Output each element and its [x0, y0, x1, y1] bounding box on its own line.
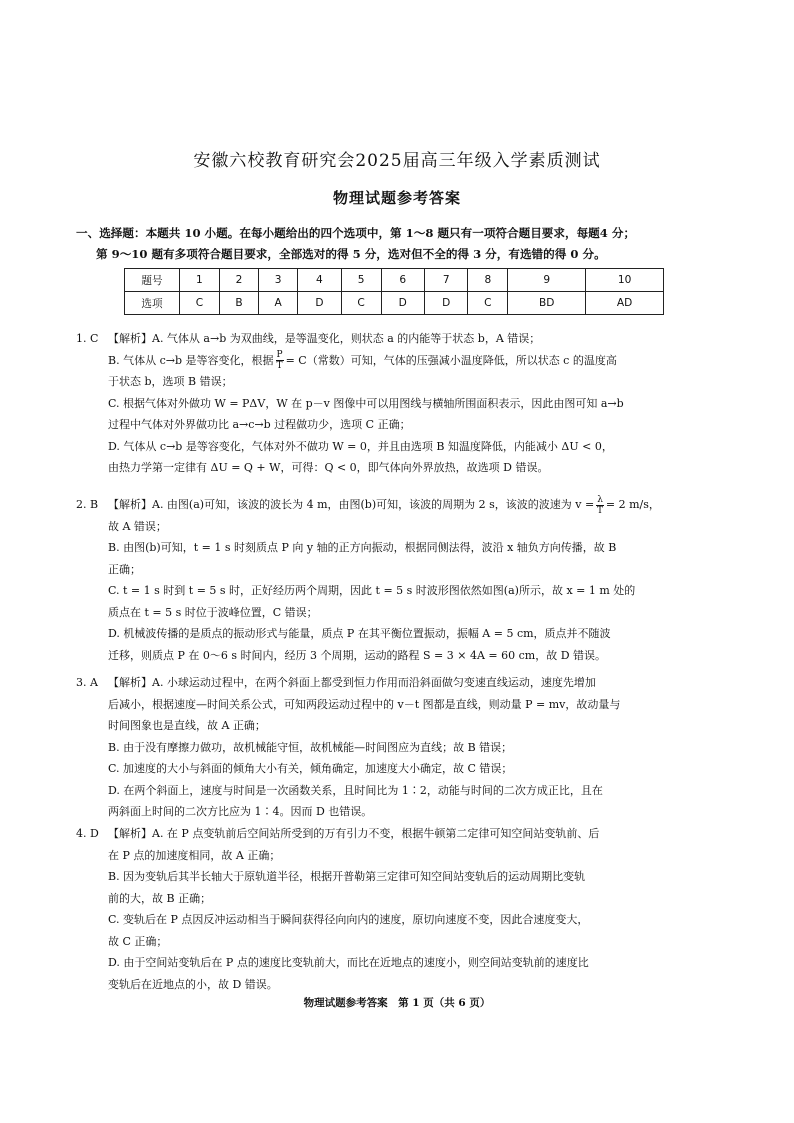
table-cell-number: 1 — [180, 269, 220, 292]
answer-table-row-answers — [125, 292, 664, 315]
answer-table-row-numbers — [125, 269, 664, 292]
table-cell-answer: B — [219, 292, 258, 315]
explanation-text: 【解析】A. 由图(a)可知，该波的波长为 4 m，由图(b)可知，该波的周期为 2 s，该波的波速为 v = — [108, 498, 595, 511]
question-number: 1. C — [76, 332, 99, 345]
question-number: 3. A — [76, 676, 98, 689]
fraction-lambda-over-t — [596, 495, 604, 516]
section-line-2: 第 9～10 题有多项符合题目要求，全部选对的得 5 分，选对但不全的得 3 分，有选错的得 0 分。 — [96, 247, 606, 261]
explanation-line: D. 机械波传播的是质点的振动形式与能量，质点 P 在其平衡位置振动，振幅 A = 5 cm，质点并不随波 — [108, 627, 611, 640]
table-header-number: 题号 — [125, 269, 180, 292]
table-cell-number: 4 — [298, 269, 341, 292]
question-number: 2. B — [76, 498, 99, 511]
question-2 — [76, 494, 716, 666]
explanation-line: 故 C 正确； — [108, 934, 168, 948]
explanation-line: 后减小，根据速度—时间关系公式，可知两段运动过程中的 v－t 图都是直线，则动量 P = mv，故动量与 — [108, 697, 621, 711]
table-header-answer: 选项 — [125, 292, 180, 315]
fraction-denominator: T — [276, 361, 283, 371]
question-1 — [76, 328, 716, 479]
answer-table — [124, 268, 664, 315]
explanation-line: 由热力学第一定律有 ΔU = Q + W，可得：Q < 0，即气体向外界放热，故选项 D 错误。 — [108, 461, 549, 474]
explanation-line-with-formula — [76, 494, 716, 516]
explanation-line: D. 由于空间站变轨后在 P 点的速度比变轨前大，而比在近地点的速度小，则空间站变轨前的速度比 — [108, 956, 589, 969]
fraction-numerator: λ — [597, 494, 603, 505]
explanation-line: 前的大，故 B 正确； — [108, 891, 212, 905]
explanation-line: 故 A 错误； — [108, 519, 167, 533]
question-number: 4. D — [76, 827, 99, 840]
table-cell-number: 10 — [586, 269, 664, 292]
explanation-line: 迁移，则质点 P 在 0～6 s 时间内，经历 3 个周期，运动的路程 S = 3 × 4A = 60 cm，故 D 错误。 — [108, 648, 607, 662]
explanation-line: C. t = 1 s 时到 t = 5 s 时，正好经历两个周期，因此 t = 5 s 时波形图依然如图(a)所示，故 x = 1 m 处的 — [108, 584, 636, 597]
table-cell-number: 9 — [508, 269, 586, 292]
fraction-denominator: T — [597, 505, 604, 516]
question-4 — [76, 823, 716, 995]
explanation-line: C. 根据气体对外做功 W = PΔV，W 在 p－v 图像中可以用图线与横轴所围面积表示，因此由图可知 a→b — [108, 396, 624, 410]
explanation-text: = C（常数）可知，气体的压强减小温度降低，所以状态 c 的温度高 — [285, 353, 617, 367]
explanation-line: 在 P 点的加速度相同，故 A 正确； — [108, 848, 281, 862]
table-cell-answer: AD — [586, 292, 664, 315]
table-cell-number: 3 — [259, 269, 298, 292]
page-title: 安徽六校教育研究会2025届高三年级入学素质测试 — [193, 151, 601, 171]
page-subtitle: 物理试题参考答案 — [332, 189, 461, 207]
explanation-line: 时间图象也是直线，故 A 正确； — [108, 719, 266, 732]
explanation-line: B. 由图(b)可知，t = 1 s 时刻质点 P 向 y 轴的正方向振动，根据同侧法得，波沿 x 轴负方向传播，故 B — [108, 541, 617, 554]
table-cell-number: 2 — [219, 269, 258, 292]
table-cell-answer: C — [341, 292, 381, 315]
explanation-line: 变轨后在近地点的小，故 D 错误。 — [108, 977, 278, 991]
page-footer: 物理试题参考答案 第 1 页（共 6 页） — [303, 997, 491, 1009]
explanation-line: 过程中气体对外界做功比 a→c→b 过程做功少，选项 C 正确； — [108, 418, 411, 431]
table-cell-answer: C — [180, 292, 220, 315]
section-line-1: 一、选择题：本题共 10 小题。在每小题给出的四个选项中，第 1～8 题只有一项符合题目要求，每题4 分； — [76, 226, 636, 240]
table-cell-answer: D — [298, 292, 341, 315]
section-header — [76, 223, 716, 265]
explanation-line: D. 气体从 c→b 是等容变化，气体对外不做功 W = 0，并且由选项 B 知温度降低，内能减小 ΔU < 0， — [108, 439, 613, 453]
explanation-text: B. 气体从 c→b 是等容变化，根据 — [108, 353, 274, 367]
explanation-line: C. 加速度的大小与斜面的倾角大小有关，倾角确定，加速度大小确定，故 C 错误； — [108, 762, 513, 775]
question-3 — [76, 672, 716, 823]
table-cell-answer: A — [259, 292, 298, 315]
explanation-line: D. 在两个斜面上，速度与时间是一次函数关系，且时间比为 1∶2，动能与时间的二次方成正比，且在 — [108, 783, 603, 797]
explanation-line: 【解析】A. 在 P 点变轨前后空间站所受到的万有引力不变，根据牛顿第二定律可知空间站变轨前、后 — [108, 827, 600, 840]
table-cell-answer: BD — [508, 292, 586, 315]
table-cell-answer: D — [424, 292, 467, 315]
table-cell-number: 5 — [341, 269, 381, 292]
fraction-p-over-t — [276, 350, 284, 371]
explanation-line: 【解析】A. 气体从 a→b 为双曲线，是等温变化，则状态 a 的内能等于状态 b，A 错误； — [108, 332, 541, 345]
explanation-line: 【解析】A. 小球运动过程中，在两个斜面上都受到恒力作用而沿斜面做匀变速直线运动，速度先增加 — [108, 676, 596, 689]
explanation-line: 两斜面上时间的二次方比应为 1∶4。因而 D 也错误。 — [108, 805, 373, 818]
explanation-text: = 2 m/s， — [605, 498, 660, 511]
explanation-line: B. 由于没有摩擦力做功，故机械能守恒，故机械能—时间图应为直线；故 B 错误； — [108, 740, 513, 754]
table-cell-number: 8 — [468, 269, 508, 292]
explanation-line: 正确； — [108, 562, 141, 576]
explanation-line: B. 因为变轨后其半长轴大于原轨道半径，根据开普勒第三定律可知空间站变轨后的运动周期比变轨 — [108, 870, 586, 883]
fraction-numerator: P — [276, 350, 283, 360]
table-cell-number: 7 — [424, 269, 467, 292]
explanation-line: 于状态 b，选项 B 错误； — [108, 375, 233, 388]
table-cell-answer: C — [468, 292, 508, 315]
explanation-line: 质点在 t = 5 s 时位于波峰位置，C 错误； — [108, 605, 318, 619]
explanation-line-with-formula — [76, 350, 716, 372]
table-cell-answer: D — [381, 292, 424, 315]
explanation-line: C. 变轨后在 P 点因反冲运动相当于瞬间获得径向向内的速度，原切向速度不变，因此合速度变大， — [108, 913, 589, 926]
table-cell-number: 6 — [381, 269, 424, 292]
